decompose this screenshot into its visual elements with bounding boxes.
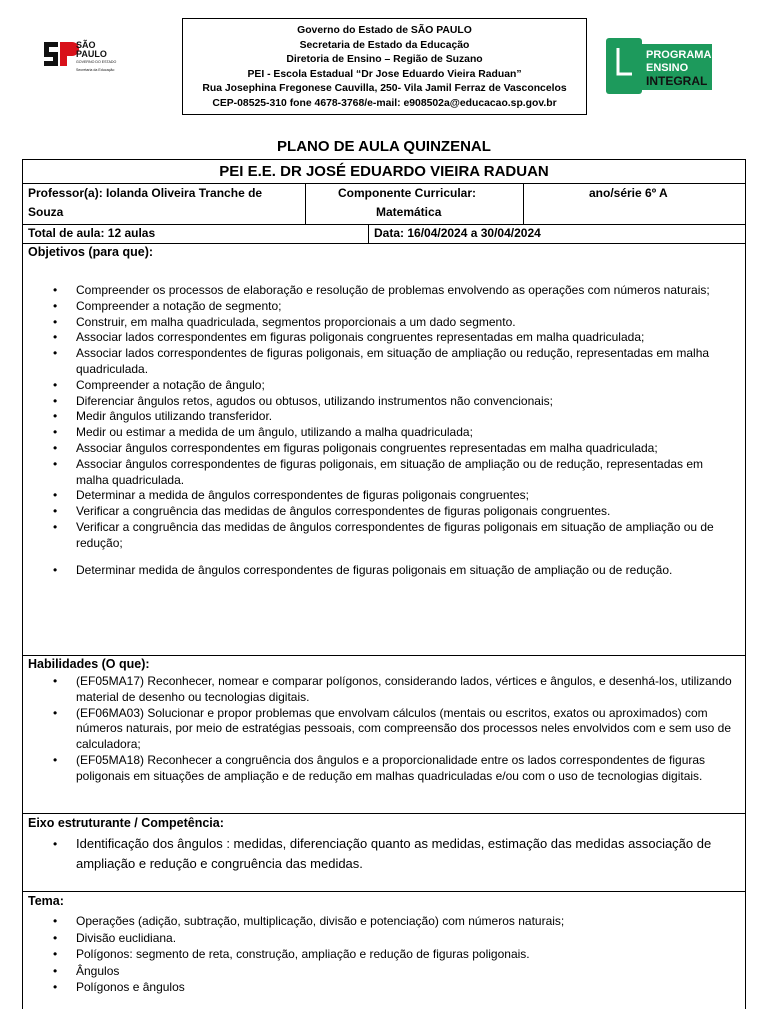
- component-line2: Matemática: [376, 205, 442, 219]
- eixo-heading: Eixo estruturante / Competência:: [28, 816, 224, 830]
- objetivo-item: • Compreender os processos de elaboração e resolução de problemas envolvendo as operações com números naturais;: [28, 283, 738, 299]
- school-name: PEI E.E. DR JOSÉ EDUARDO VIEIRA RADUAN: [219, 163, 549, 180]
- objetivo-item: • Associar lados correspondentes de figuras poligonais, em situação de ampliação ou redução, representadas em malha quadriculada.: [28, 346, 738, 378]
- table-divider: [22, 813, 746, 814]
- header-line: Rua Josephina Fregonese Cauvilla, 250- Vila Jamil Ferraz de Vasconcelos: [202, 83, 567, 95]
- total-aulas: Total de aula: 12 aulas: [28, 226, 156, 240]
- eixo-list: [28, 834, 740, 874]
- header-line: CEP-08525-310 fone 4678-3768/e-mail: e908502a@educacao.sp.gov.br: [212, 97, 557, 109]
- header-line: Secretaria de Estado da Educação: [299, 39, 470, 51]
- sao-paulo-government-logo: [42, 38, 122, 80]
- sp-logo-line1: SÃO: [76, 40, 96, 50]
- professor-line2: Souza: [28, 205, 64, 219]
- table-divider: [523, 183, 524, 224]
- habilidade-item: • (EF05MA17) Reconhecer, nomear e comparar polígonos, considerando lados, vértices e ângulos, e desenhá-los, utilizando material de desenho ou tecnologias digitais.: [28, 674, 740, 706]
- lesson-dates: Data: 16/04/2024 a 30/04/2024: [374, 226, 541, 240]
- component-line1: Componente Curricular:: [338, 186, 477, 200]
- table-divider: [368, 224, 369, 243]
- professor-cell: [28, 184, 303, 222]
- habilidade-item: • (EF05MA18) Reconhecer a congruência dos ângulos e a proporcionalidade entre os lados correspondentes de figuras poligonais em situações de ampliação e de redução em malhas quadriculadas e/ou com o uso de tecnologias digitais.: [28, 753, 740, 785]
- pei-logo-line3: INTEGRAL: [646, 74, 708, 88]
- objetivo-item: • Construir, em malha quadriculada, segmentos proporcionais a um dado segmento.: [28, 315, 738, 331]
- sp-logo-line4: Secretaria da Educação: [76, 68, 115, 72]
- tema-item: • Polígonos: segmento de reta, construção, ampliação e redução de figuras poligonais.: [28, 946, 740, 963]
- objetivo-item: • Determinar a medida de ângulos correspondentes de figuras poligonais congruentes;: [28, 488, 738, 504]
- objetivo-item: • Determinar medida de ângulos correspondentes de figuras poligonais em situação de ampliação ou de redução.: [28, 563, 738, 579]
- tema-item: • Divisão euclidiana.: [28, 930, 740, 947]
- objetivo-item: • Verificar a congruência das medidas de ângulos correspondentes de figuras poligonais em situação de ampliação ou de redução;: [28, 520, 738, 552]
- objetivo-item: • Associar lados correspondentes em figuras poligonais congruentes representadas em malha quadriculada;: [28, 330, 738, 346]
- habilidades-list: [28, 674, 740, 785]
- objetivo-item: • Medir ângulos utilizando transferidor.: [28, 409, 738, 425]
- objetivo-item: • Associar ângulos correspondentes em figuras poligonais congruentes representadas em malha quadriculada;: [28, 441, 738, 457]
- habilidade-item: • (EF06MA03) Solucionar e propor problemas que envolvam cálculos (mentais ou escritos, exatos ou aproximados) com números naturais, por meio de estratégias pessoais, com compreensão dos processos neles envolvidos com e sem uso de calculadora;: [28, 706, 740, 753]
- objetivo-item: • Compreender a notação de segmento;: [28, 299, 738, 315]
- school-header-box: [182, 18, 587, 115]
- header-line: Diretoria de Ensino – Região de Suzano: [286, 54, 483, 66]
- objetivos-heading: Objetivos (para que):: [28, 245, 154, 259]
- tema-item: • Ângulos: [28, 963, 740, 980]
- header-line: Governo do Estado de SÃO PAULO: [297, 25, 472, 36]
- objetivo-item: • Compreender a notação de ângulo;: [28, 378, 738, 394]
- component-cell: [338, 184, 518, 222]
- professor-line1: Professor(a): Iolanda Oliveira Tranche de: [28, 186, 263, 200]
- table-divider: [22, 243, 746, 244]
- ano-serie: ano/série 6º A: [589, 186, 668, 200]
- objetivos-list: [28, 283, 738, 578]
- objetivo-item: • Diferenciar ângulos retos, agudos ou obtusos, utilizando instrumentos não convencionais;: [28, 394, 738, 410]
- document-title: PLANO DE AULA QUINZENAL: [277, 138, 491, 155]
- table-divider: [305, 183, 306, 224]
- tema-item: • Operações (adição, subtração, multiplicação, divisão e potenciação) com números naturais;: [28, 913, 740, 930]
- objetivo-item: • Verificar a congruência das medidas de ângulos correspondentes de figuras poligonais congruentes.: [28, 504, 738, 520]
- eixo-item: • Identificação dos ângulos : medidas, diferenciação quanto as medidas, estimação das medidas associação de ampliação e redução e congruência das medidas.: [28, 834, 740, 874]
- tema-list: [28, 913, 740, 996]
- pei-logo-line1: PROGRAMA: [646, 49, 712, 61]
- habilidades-heading: Habilidades (O que):: [28, 657, 150, 671]
- sp-logo-line3: GOVERNO DO ESTADO: [76, 60, 117, 64]
- header-line: PEI - Escola Estadual “Dr Jose Eduardo Vieira Raduan”: [247, 68, 522, 80]
- tema-heading: Tema:: [28, 894, 64, 908]
- pei-logo-line2: ENSINO: [646, 62, 689, 74]
- table-divider: [22, 655, 746, 656]
- table-divider: [22, 891, 746, 892]
- programa-ensino-integral-logo: [606, 38, 712, 94]
- sp-logo-line2: PAULO: [76, 49, 107, 59]
- objetivo-item: • Medir ou estimar a medida de um ângulo, utilizando a malha quadriculada;: [28, 425, 738, 441]
- tema-item: • Polígonos e ângulos: [28, 979, 740, 996]
- objetivo-item: • Associar ângulos correspondentes de figuras poligonais, em situação de ampliação ou de redução, representadas em malha quadriculada.: [28, 457, 738, 489]
